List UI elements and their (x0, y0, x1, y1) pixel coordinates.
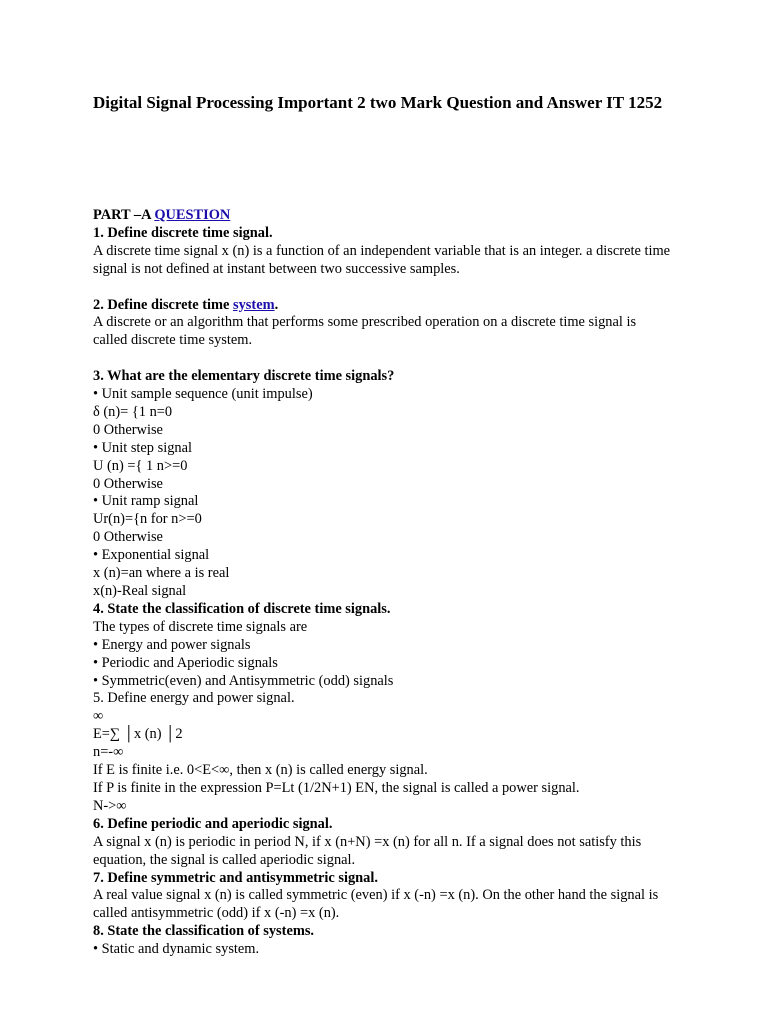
part-heading (93, 207, 673, 225)
q5-line: E=∑ │x (n) │2 (93, 726, 183, 743)
q3-line: δ (n)= {1 n=0 (93, 403, 173, 420)
q2-heading-prefix: 2. Define discrete time (93, 296, 233, 313)
q3-line: Ur(n)={n for n>=0 (93, 511, 202, 528)
q1-heading: 1. Define discrete time signal. (93, 224, 273, 241)
q4-line: • Periodic and Aperiodic signals (93, 654, 278, 671)
q7-answer: A real value signal x (n) is called symmetric (even) if x (-n) =x (n). On the other hand the signal is called antisymmetric (odd) if x (-n) =x (n). (93, 887, 659, 922)
q5-line: If E is finite i.e. 0<E<∞, then x (n) is called energy signal. (93, 762, 428, 779)
q5-line: If P is finite in the expression P=Lt (1/2N+1) EN, the signal is called a power signal. (93, 779, 580, 796)
q3-line: • Exponential signal (93, 547, 210, 564)
system-link[interactable]: system (233, 296, 275, 313)
q3-line: • Unit sample sequence (unit impulse) (93, 386, 313, 403)
q5-line: n=-∞ (93, 744, 124, 761)
q2-answer: A discrete or an algorithm that performs some prescribed operation on a discrete time signal is called discrete time system. (93, 314, 637, 349)
q1-answer: A discrete time signal x (n) is a function of an independent variable that is an integer. a discrete time signal is not defined at instant between two successive samples. (93, 242, 671, 277)
q3-line: 0 Otherwise (93, 421, 163, 438)
document-page (93, 92, 673, 959)
q2-heading (93, 297, 673, 315)
q3-line: • Unit step signal (93, 439, 192, 456)
q8-heading: 8. State the classification of systems. (93, 923, 315, 940)
part-heading-prefix: PART –A (93, 207, 155, 223)
q5-line: N->∞ (93, 797, 127, 814)
q4-line: • Symmetric(even) and Antisymmetric (odd) signals (93, 672, 394, 689)
spacer (93, 350, 673, 368)
q4-heading: 4. State the classification of discrete time signals. (93, 600, 391, 617)
spacer (93, 279, 673, 297)
q3-heading: 3. What are the elementary discrete time signals? (93, 368, 395, 385)
q3-line: U (n) ={ 1 n>=0 (93, 457, 188, 474)
q2-heading-suffix: . (274, 296, 279, 313)
question-link[interactable]: QUESTION (154, 207, 231, 223)
q6-heading: 6. Define periodic and aperiodic signal. (93, 815, 333, 832)
q3-line: 0 Otherwise (93, 475, 163, 492)
document-body (93, 207, 673, 959)
q8-line: • Static and dynamic system. (93, 941, 260, 958)
q3-line: x(n)-Real signal (93, 583, 187, 599)
q3-line: 0 Otherwise (93, 529, 163, 546)
q6-answer: A signal x (n) is periodic in period N, if x (n+N) =x (n) for all n. If a signal does not satisfy this equation, the signal is called aperiodic signal. (93, 833, 642, 868)
q3-line: • Unit ramp signal (93, 493, 199, 510)
q4-line: The types of discrete time signals are (93, 618, 308, 635)
q4-line: • Energy and power signals (93, 636, 251, 653)
q3-line: x (n)=an where a is real (93, 565, 230, 582)
document-title: Digital Signal Processing Important 2 two Mark Question and Answer IT 1252 (93, 93, 663, 112)
q7-heading: 7. Define symmetric and antisymmetric signal. (93, 869, 378, 886)
q5-line: ∞ (93, 708, 104, 725)
q5-heading: 5. Define energy and power signal. (93, 690, 295, 707)
